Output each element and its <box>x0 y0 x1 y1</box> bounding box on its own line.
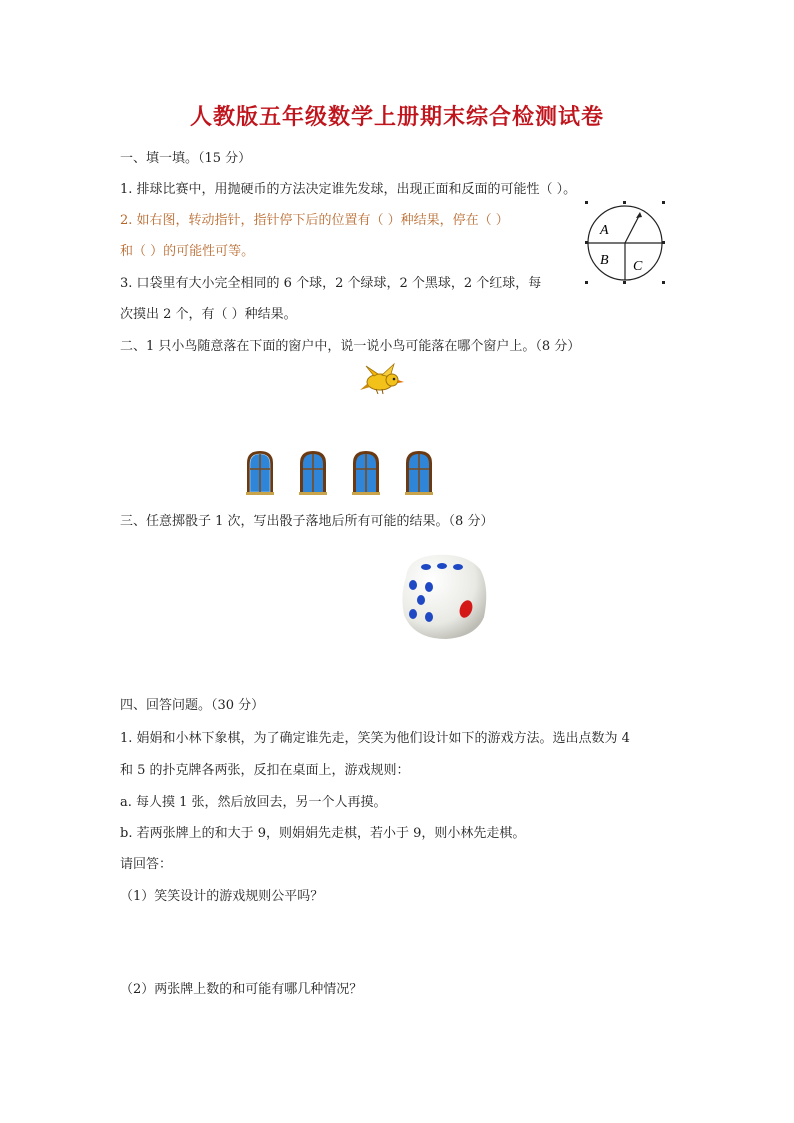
windows-row <box>244 449 436 495</box>
section1-question2-line1: 2. 如右图，转动指针，指针停下后的位置有（ ）种结果，停在（ ） <box>120 213 509 228</box>
section4-heading: 四、回答问题。（30 分） <box>120 698 265 713</box>
section1-question2-line2: 和（ ）的可能性可等。 <box>120 244 255 259</box>
spinner-figure <box>578 196 672 290</box>
subquestion-1: （1）笑笑设计的游戏规则公平吗？ <box>120 889 324 904</box>
section2-heading: 二、1 只小鸟随意落在下面的窗户中，说一说小鸟可能落在哪个窗户上。（8 分） <box>120 339 581 354</box>
spinner-label-b: B <box>600 253 609 268</box>
bird-image <box>358 362 406 398</box>
window-1 <box>246 451 274 495</box>
section1-question3-line2: 次摸出 2 个，有（ ）种结果。 <box>120 307 297 322</box>
spinner-label-a: A <box>600 223 609 238</box>
subquestion-2: （2）两张牌上数的和可能有哪几种情况？ <box>120 982 363 997</box>
section3-heading: 三、任意掷骰子 1 次，写出骰子落地后所有可能的结果。（8 分） <box>120 514 494 529</box>
window-4 <box>405 451 433 495</box>
spinner-pointer <box>625 214 640 243</box>
rule-b: b. 若两张牌上的和大于 9，则娟娟先走棋，若小于 9，则小林先走棋。 <box>120 826 526 841</box>
rule-a: a. 每人摸 1 张，然后放回去，另一个人再摸。 <box>120 795 387 810</box>
section4-question1-line1: 1. 娟娟和小林下象棋，为了确定谁先走，笑笑为他们设计如下的游戏方法。选出点数为 4 <box>120 731 630 746</box>
window-2 <box>299 451 327 495</box>
spinner-label-c: C <box>633 259 643 274</box>
section1-question3-line1: 3. 口袋里有大小完全相同的 6 个球，2 个绿球，2 个黑球，2 个红球，每 <box>120 276 542 291</box>
section1-heading: 一、填一填。（15 分） <box>120 151 252 166</box>
dice-image <box>396 547 492 643</box>
please-answer: 请回答： <box>120 857 173 872</box>
section4-question1-line2: 和 5 的扑克牌各两张，反扣在桌面上，游戏规则： <box>120 763 410 778</box>
page-title: 人教版五年级数学上册期末综合检测试卷 <box>189 104 604 130</box>
section1-question1: 1. 排球比赛中，用抛硬币的方法决定谁先发球，出现正面和反面的可能性（ ）。 <box>120 182 577 197</box>
window-3 <box>352 451 380 495</box>
